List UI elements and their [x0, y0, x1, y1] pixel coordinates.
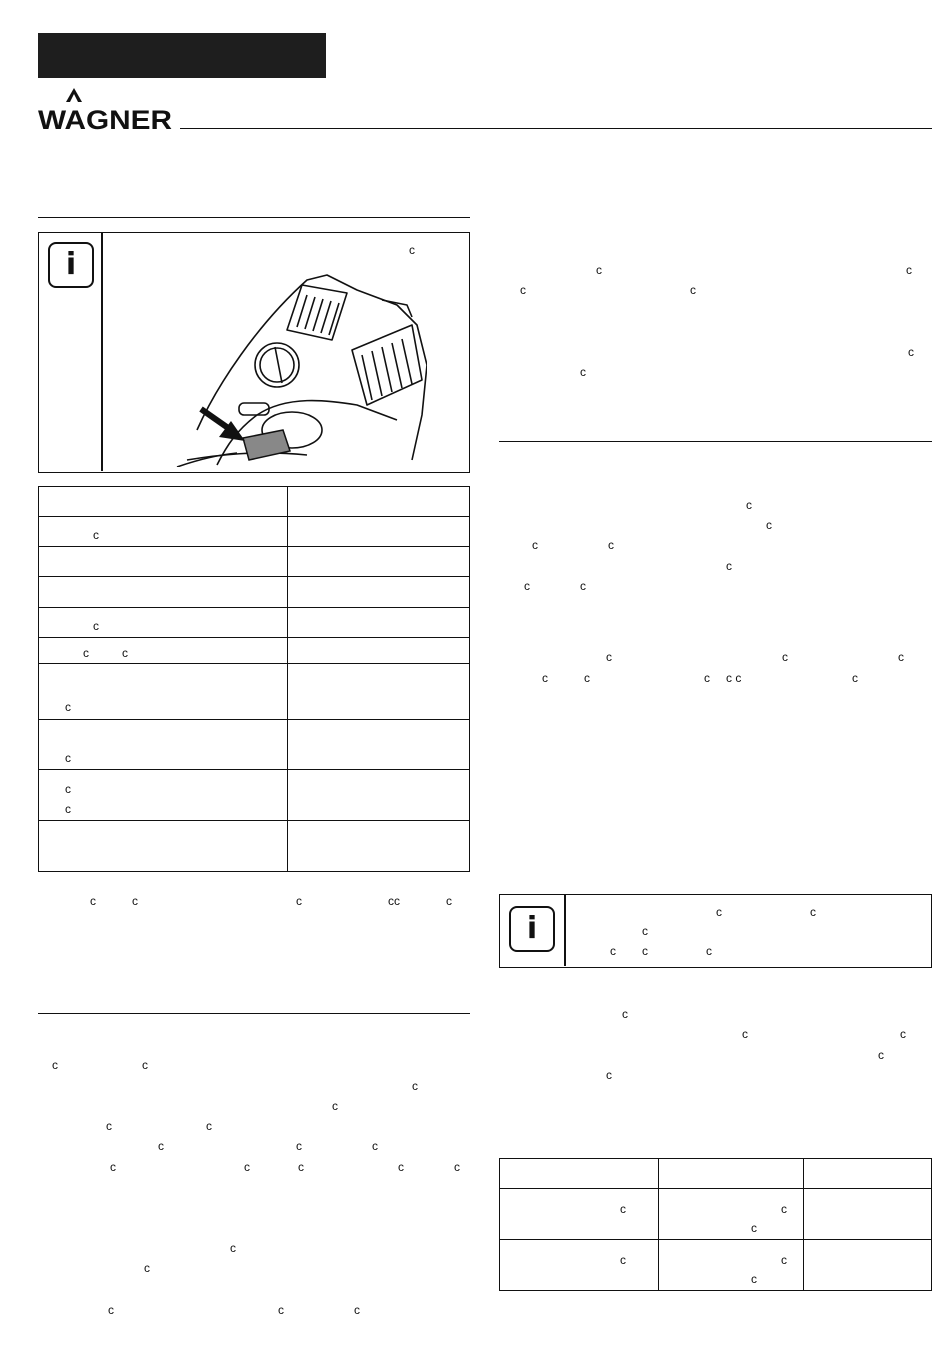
text-glyph: c — [244, 1160, 250, 1174]
text-glyph: c — [142, 1058, 148, 1072]
text-glyph: cc — [388, 894, 400, 908]
info-figure-box — [38, 232, 470, 473]
table-row — [500, 1240, 932, 1291]
table-row — [500, 1159, 932, 1189]
text-glyph: c — [606, 1068, 612, 1082]
text-glyph: c — [446, 894, 452, 908]
text-glyph: c — [52, 1058, 58, 1072]
table-row — [39, 720, 470, 770]
text-glyph: c — [93, 619, 99, 633]
text-glyph: c — [690, 283, 696, 297]
info-separator — [564, 895, 566, 966]
section-rule — [499, 441, 932, 442]
text-glyph: c — [65, 751, 71, 765]
text-glyph: c — [296, 1139, 302, 1153]
text-glyph: c — [278, 1303, 284, 1317]
text-glyph: c — [580, 365, 586, 379]
text-glyph: c — [454, 1160, 460, 1174]
section-rule — [38, 217, 470, 218]
wagner-logo — [38, 86, 174, 132]
text-glyph: c — [900, 1027, 906, 1041]
text-glyph: c — [65, 782, 71, 796]
text-glyph: c — [532, 538, 538, 552]
text-glyph: c — [781, 1202, 787, 1216]
text-glyph: c — [298, 1160, 304, 1174]
text-glyph: c — [106, 1119, 112, 1133]
info-separator — [101, 233, 103, 471]
text-glyph: c — [409, 243, 415, 257]
table-row — [39, 664, 470, 720]
text-glyph: c — [852, 671, 858, 685]
text-glyph: c — [622, 1007, 628, 1021]
text-glyph: c — [810, 905, 816, 919]
text-glyph: c — [620, 1202, 626, 1216]
text-glyph: c — [620, 1253, 626, 1267]
text-glyph: c — [65, 700, 71, 714]
text-glyph: c — [726, 559, 732, 573]
text-glyph: c — [751, 1221, 757, 1235]
table-row — [500, 1189, 932, 1240]
text-glyph: c — [642, 924, 648, 938]
info-icon: i — [509, 906, 555, 952]
text-glyph: c — [908, 345, 914, 359]
text-glyph: c — [782, 650, 788, 664]
text-glyph: c — [716, 905, 722, 919]
section-rule — [38, 1013, 470, 1014]
text-glyph: c — [746, 498, 752, 512]
table-row — [39, 487, 470, 517]
text-glyph: c — [206, 1119, 212, 1133]
text-glyph: c — [132, 894, 138, 908]
text-glyph: c — [642, 944, 648, 958]
text-glyph: c — [398, 1160, 404, 1174]
text-glyph: c — [412, 1079, 418, 1093]
text-glyph: c — [766, 518, 772, 532]
table-row — [39, 608, 470, 638]
bottom-table — [499, 1158, 932, 1291]
text-glyph: c — [158, 1139, 164, 1153]
text-glyph: c — [704, 671, 710, 685]
text-glyph: c — [610, 944, 616, 958]
text-glyph: c — [906, 263, 912, 277]
text-glyph: c — [230, 1241, 236, 1255]
text-glyph: c c — [726, 671, 742, 685]
table-row — [39, 547, 470, 577]
table-row — [39, 821, 470, 872]
text-glyph: c — [296, 894, 302, 908]
specs-table — [38, 486, 470, 872]
text-glyph: c — [596, 263, 602, 277]
table-row — [39, 638, 470, 664]
info-note-box — [499, 894, 932, 968]
text-glyph: c — [608, 538, 614, 552]
text-glyph: c — [542, 671, 548, 685]
info-icon: i — [48, 242, 94, 288]
text-glyph: c — [742, 1027, 748, 1041]
text-glyph: c — [354, 1303, 360, 1317]
header-bar — [38, 33, 326, 78]
arrow-pointer — [201, 409, 231, 430]
text-glyph: c — [751, 1272, 757, 1286]
text-glyph: c — [332, 1099, 338, 1113]
table-row — [39, 577, 470, 608]
text-glyph: c — [580, 579, 586, 593]
logo-wordmark: WAGNER — [38, 105, 172, 132]
text-glyph: c — [372, 1139, 378, 1153]
text-glyph: c — [706, 944, 712, 958]
text-glyph: c — [93, 528, 99, 542]
text-glyph: c — [90, 894, 96, 908]
text-glyph: c — [110, 1160, 116, 1174]
text-glyph: c — [781, 1253, 787, 1267]
text-glyph: c — [144, 1261, 150, 1275]
text-glyph: c — [878, 1048, 884, 1062]
text-glyph: c — [524, 579, 530, 593]
type-plate — [243, 430, 290, 460]
text-glyph: c — [898, 650, 904, 664]
text-glyph: c — [108, 1303, 114, 1317]
text-glyph: c — [83, 646, 89, 660]
text-glyph: c — [65, 802, 71, 816]
text-glyph: c — [520, 283, 526, 297]
table-row — [39, 770, 470, 821]
text-glyph: c — [122, 646, 128, 660]
text-glyph: c — [584, 671, 590, 685]
device-illustration — [157, 255, 427, 467]
header-rule — [180, 128, 932, 129]
table-row — [39, 517, 470, 547]
text-glyph: c — [606, 650, 612, 664]
